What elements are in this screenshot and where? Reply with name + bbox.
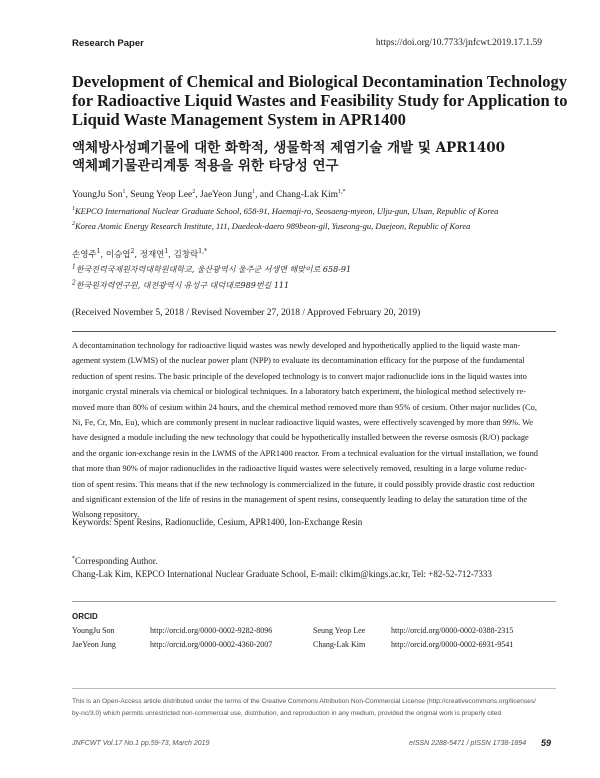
author-separator: , bbox=[195, 190, 201, 200]
author-name: 김창락 bbox=[173, 250, 199, 260]
author-affiliation-mark: 1,* bbox=[198, 248, 207, 256]
corresponding-author-details: Chang-Lak Kim, KEPCO International Nuclear Graduate School, E-mail: clkim@kings.ac.kr, Tel: +82-52-712-7333 bbox=[72, 569, 492, 579]
author-name: 손영주 bbox=[72, 250, 97, 260]
corresponding-label: Corresponding Author. bbox=[75, 556, 158, 566]
divider bbox=[72, 601, 556, 602]
affiliation-text: 한국원자력연구원, 대전광역시 유성구 대덕대로989번길 111 bbox=[75, 281, 290, 290]
orcid-heading: ORCID bbox=[72, 612, 98, 621]
affiliation-korean bbox=[72, 280, 289, 291]
corresponding-mark: * bbox=[72, 556, 75, 562]
author-affiliation-mark: 2 bbox=[130, 248, 135, 256]
author-affiliation-mark: 1 bbox=[96, 248, 101, 256]
affiliation-mark: 1 bbox=[72, 263, 76, 271]
author-separator: , bbox=[168, 250, 174, 260]
author-name: Chang-Lak Kim bbox=[275, 190, 338, 200]
paper-title bbox=[72, 72, 568, 129]
author-name: Seung Yeop Lee bbox=[130, 190, 193, 200]
author-list-korean bbox=[72, 248, 207, 260]
affiliation bbox=[72, 206, 498, 216]
divider bbox=[72, 331, 556, 332]
author-name: 정재연 bbox=[139, 250, 165, 260]
divider bbox=[72, 688, 556, 689]
author-affiliation-mark: 1,* bbox=[337, 188, 346, 195]
abstract-line: Wolsong repository. bbox=[72, 510, 140, 520]
author-affiliation-mark: 1 bbox=[164, 248, 169, 256]
issn-info: eISSN 2288-5471 / pISSN 1738-1894 bbox=[409, 740, 527, 747]
received-dates: (Received November 5, 2018 / Revised November 27, 2018 / Approved February 20, 2019) bbox=[72, 308, 421, 318]
author-name: 이승엽 bbox=[105, 250, 131, 260]
author-separator: , and bbox=[255, 190, 276, 200]
affiliation-text: 한국전력국제원자력대학원대학교, 울산광역시 울주군 서생면 해맞이로 658-91 bbox=[75, 265, 352, 274]
orcid-link[interactable]: http://orcid.org/0000-0002-4360-2007 bbox=[150, 640, 273, 649]
author-name: JaeYeon Jung bbox=[200, 190, 253, 200]
title-line: Liquid Waste Management System in APR1400 bbox=[72, 110, 406, 129]
affiliation-mark: 2 bbox=[72, 221, 75, 228]
abstract-line: reduction of spent resins. The basic principle of the developed technology is to convert major radionuclide ions in the liquid wastes into bbox=[72, 371, 527, 381]
korean-title-line: 액체방사성폐기물에 대한 화학적, 생물학적 제염기술 개발 및 APR1400 bbox=[72, 140, 506, 156]
author-separator: , bbox=[125, 190, 131, 200]
author-affiliation-mark: 1 bbox=[252, 188, 256, 195]
journal-citation: JNFCWT Vol.17 No.1 pp.59-73, March 2019 bbox=[72, 740, 210, 747]
orcid-author-name: Seung Yeop Lee bbox=[313, 626, 366, 635]
abstract-line: and significant extension of the life of resins in the management of spent resins, consequently leading to delay the saturation time of the bbox=[72, 495, 528, 505]
abstract bbox=[72, 338, 556, 523]
author-list bbox=[72, 190, 345, 200]
affiliation-text: KEPCO International Nuclear Graduate School, 658-91, Haemaji-ro, Seosaeng-myeon, Ulju-gun, Ulsan, Republic of Korea bbox=[75, 206, 499, 216]
affiliation-korean bbox=[72, 264, 351, 275]
abstract-line: have designed a module including the new technology that could be hypothetically installed between the reverse osmosis (R/O) package bbox=[72, 433, 529, 443]
paper-title-korean bbox=[72, 139, 552, 175]
license-line: This is an Open-Access article distributed under the terms of the Creative Commons Attribution Non-Commercial License (http://creativecommons.org/licenses/ bbox=[72, 698, 536, 705]
title-line: Development of Chemical and Biological Decontamination Technology bbox=[72, 72, 567, 91]
korean-title-line: 액체폐기물관리계통 적용을 위한 타당성 연구 bbox=[72, 158, 339, 174]
author-affiliation-mark: 1 bbox=[122, 188, 126, 195]
corresponding-author-note bbox=[72, 556, 158, 566]
affiliation bbox=[72, 221, 470, 231]
orcid-author-name: YoungJu Son bbox=[72, 626, 115, 635]
keywords: Keywords: Spent Resins, Radionuclide, Cesium, APR1400, Ion-Exchange Resin bbox=[72, 517, 363, 527]
abstract-line: inorganic crystal minerals via chemical or biological techniques. In a laboratory batch experiment, the biological method selectively re- bbox=[72, 387, 527, 397]
abstract-line: and the organic ion-exchange resin in the LWMS of the APR1400 reactor. From a technical evaluation for the virtual installation, we found bbox=[72, 448, 538, 458]
affiliation-text: Korea Atomic Energy Research Institute, 111, Daedeok-daero 989beon-gil, Yuseong-gu, Daejeon, Republic of Korea bbox=[75, 221, 471, 231]
abstract-line: agement system (LWMS) of the nuclear power plant (NPP) to evaluate its decontamination efficacy for the purpose of the fundamental bbox=[72, 356, 525, 366]
license-line: by-nc/3.0) which permits unrestricted non-commercial use, distribution, and reproduction in any medium, provided the original work is properly cited bbox=[72, 709, 502, 717]
abstract-line: tion of spent resins. This means that if the new technology is commercialized in the future, it could possibly provide drastic cost reduction bbox=[72, 479, 535, 489]
orcid-link[interactable]: http://orcid.org/0000-0002-6931-9541 bbox=[391, 640, 514, 649]
author-name: YoungJu Son bbox=[72, 190, 123, 200]
section-label: Research Paper bbox=[72, 38, 144, 49]
affiliation-mark: 2 bbox=[72, 279, 76, 287]
affiliation-mark: 1 bbox=[72, 206, 75, 213]
orcid-author-name: JaeYeon Jung bbox=[72, 640, 116, 649]
abstract-line: A decontamination technology for radioactive liquid wastes was newly developed and hypothetically applied to the liquid waste man- bbox=[72, 341, 521, 350]
abstract-line: that more than 90% of major radionuclides in the radioactive liquid wastes were selectively removed, resulting in a large volume reduc- bbox=[72, 464, 527, 474]
page-number: 59 bbox=[541, 738, 552, 748]
orcid-link[interactable]: http://orcid.org/0000-0002-9282-8096 bbox=[150, 626, 273, 635]
abstract-line: Ni, Fe, Cr, Mn, Eu), which are commonly present in nuclear radioactive liquid wastes, were effectively scavenged by more than 99%. We bbox=[72, 418, 534, 428]
author-separator: , bbox=[100, 250, 106, 260]
title-line: for Radioactive Liquid Wastes and Feasibility Study for Application to bbox=[72, 91, 568, 110]
author-affiliation-mark: 2 bbox=[192, 188, 196, 195]
orcid-link[interactable]: http://orcid.org/0000-0002-0388-2315 bbox=[391, 626, 514, 635]
doi-link[interactable]: https://doi.org/10.7733/jnfcwt.2019.17.1.59 bbox=[375, 38, 542, 48]
abstract-line: moved more than 80% of cesium within 24 hours, and the chemical method removed more than 95% of cesium. Other major nuclides (Co, bbox=[72, 402, 537, 412]
orcid-author-name: Chang-Lak Kim bbox=[313, 640, 366, 649]
author-separator: , bbox=[134, 250, 140, 260]
license-notice bbox=[72, 696, 562, 719]
